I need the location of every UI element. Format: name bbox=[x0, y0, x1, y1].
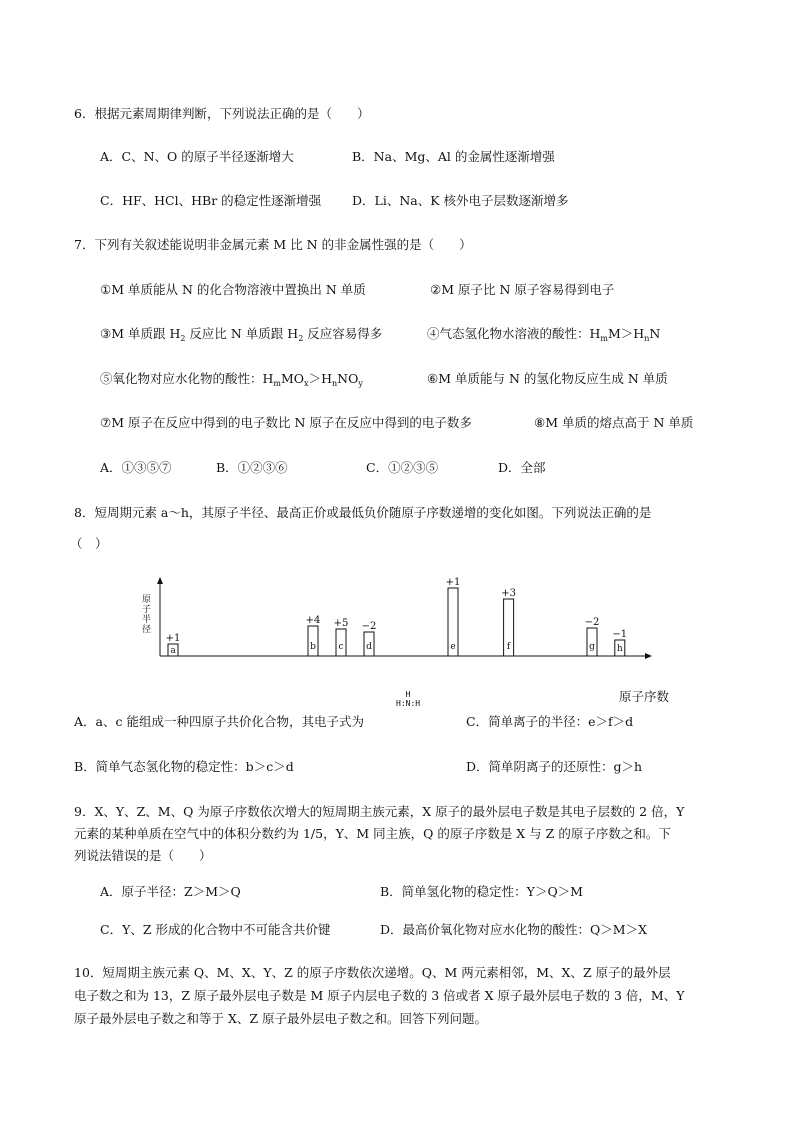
q9-line-3: 列说法错误的是（ ） bbox=[74, 848, 212, 863]
q7-stem: 7．下列有关叙述能说明非金属元素 M 比 N 的非金属性强的是（ ） bbox=[74, 237, 472, 252]
q6-option-b: B．Na、Mg、Al 的金属性逐渐增强 bbox=[352, 149, 555, 164]
q8-stem: 8．短周期元素 a～h，其原子半径、最高正价或最低负价随原子序数递增的变化如图。下列说法正确的是 bbox=[74, 505, 652, 520]
q8-option-b: B．简单气态氢化物的稳定性：b＞c＞d bbox=[74, 759, 294, 774]
y-axis-label-char: 原 bbox=[142, 595, 152, 605]
q7-statement-4: ④气态氢化物水溶液的酸性：$H_mM>H_nN$ bbox=[427, 326, 661, 343]
q9-option-b: B．简单氢化物的稳定性：Y＞Q＞M bbox=[380, 884, 583, 899]
q6-option-d: D．Li、Na、K 核外电子层数逐渐增多 bbox=[352, 193, 569, 208]
valence-label-b: +4 bbox=[305, 615, 321, 626]
x-axis-arrow bbox=[645, 653, 652, 659]
q9-line-2: 元素的某种单质在空气中的体积分数约为 1/5，Y、M 同主族，Q 的原子序数是 X 与 Z 的原子序数之和。下 bbox=[74, 826, 671, 841]
bar-label-b: b bbox=[310, 642, 316, 652]
q7-statement-6: ⑥M 单质能与 N 的氢化物反应生成 N 单质 bbox=[427, 371, 668, 386]
q6-option-c: C．HF、HCl、HBr 的稳定性逐渐增强 bbox=[100, 193, 322, 208]
q8-answer-paren: （ ） bbox=[70, 536, 108, 551]
bar-label-h: h bbox=[616, 644, 623, 654]
q7-statement-7: ⑦M 原子在反应中得到的电子数比 N 原子在反应中得到的电子数多 bbox=[100, 415, 472, 430]
valence-label-d: −2 bbox=[361, 621, 377, 632]
bar-label-g: g bbox=[589, 642, 595, 652]
q7-option-c: C．①②③⑤ bbox=[366, 460, 439, 475]
bar-label-d: d bbox=[366, 642, 372, 652]
q8-chart bbox=[0, 570, 794, 690]
q9-option-a: A．原子半径：Z＞M＞Q bbox=[100, 884, 241, 899]
q9-option-c: C．Y、Z 形成的化合物中不可能含共价键 bbox=[100, 922, 331, 937]
x-axis-label: 原子序数 bbox=[619, 690, 670, 704]
q8-option-a: A．a、c 能组成一种四原子共价化合物，其电子式为 bbox=[74, 714, 364, 729]
bar-label-c: c bbox=[338, 642, 344, 652]
q7-statement-8: ⑧M 单质的熔点高于 N 单质 bbox=[534, 415, 694, 430]
electron-formula: H H:N:H bbox=[396, 690, 421, 708]
q7-statement-2: ②M 原子比 N 原子容易得到电子 bbox=[430, 282, 615, 297]
q8-option-d: D．简单阴离子的还原性：g＞h bbox=[466, 759, 643, 774]
y-axis-label-char: 子 bbox=[142, 605, 152, 615]
valence-label-f: +3 bbox=[501, 588, 516, 599]
bar-label-f: f bbox=[506, 642, 511, 652]
q7-statement-1: ①M 单质能从 N 的化合物溶液中置换出 N 单质 bbox=[100, 282, 366, 297]
q7-option-b: B．①②③⑥ bbox=[216, 460, 288, 475]
q9-line-1: 9．X、Y、Z、M、Q 为原子序数依次增大的短周期主族元素，X 原子的最外层电子数是其电子层数的 2 倍，Y bbox=[74, 804, 685, 819]
q10-line-3: 原子最外层电子数之和等于 X、Z 原子最外层电子数之和。回答下列问题。 bbox=[74, 1011, 488, 1026]
bar-label-e: e bbox=[450, 642, 456, 652]
valence-label-a: +1 bbox=[165, 633, 181, 644]
valence-label-e: +1 bbox=[445, 577, 461, 588]
bar-label-a: a bbox=[170, 646, 176, 656]
y-axis-arrow bbox=[157, 577, 163, 584]
q6-option-a: A．C、N、O 的原子半径逐渐增大 bbox=[100, 149, 294, 164]
q10-line-2: 电子数之和为 13，Z 原子最外层电子数是 M 原子内层电子数的 3 倍或者 X 原子最外层电子数的 3 倍，M、Y bbox=[74, 988, 685, 1003]
y-axis-label-char: 径 bbox=[142, 625, 152, 635]
q7-statement-3: ③M 单质跟 $H_2$ 反应比 N 单质跟 $H_2$ 反应容易得多 bbox=[100, 326, 383, 343]
q8-option-c: C．简单离子的半径：e＞f＞d bbox=[466, 714, 634, 729]
valence-label-h: −1 bbox=[612, 629, 628, 640]
q6-stem: 6．根据元素周期律判断，下列说法正确的是（ ） bbox=[74, 106, 370, 121]
valence-label-g: −2 bbox=[584, 617, 600, 628]
q9-option-d: D．最高价氧化物对应水化物的酸性：Q＞M＞X bbox=[380, 922, 647, 937]
radius-valence-chart bbox=[0, 570, 794, 690]
q10-line-1: 10．短周期主族元素 Q、M、X、Y、Z 的原子序数依次递增。Q、M 两元素相邻，M、X、Z 原子的最外层 bbox=[74, 965, 671, 980]
y-axis-label-char: 半 bbox=[142, 615, 152, 625]
q7-option-a: A．①③⑤⑦ bbox=[100, 460, 172, 475]
valence-label-c: +5 bbox=[333, 618, 349, 629]
q7-option-d: D．全部 bbox=[498, 460, 546, 475]
q7-statement-5: ⑤氧化物对应水化物的酸性：$H_mMO_x>H_nNO_y$ bbox=[100, 371, 363, 388]
